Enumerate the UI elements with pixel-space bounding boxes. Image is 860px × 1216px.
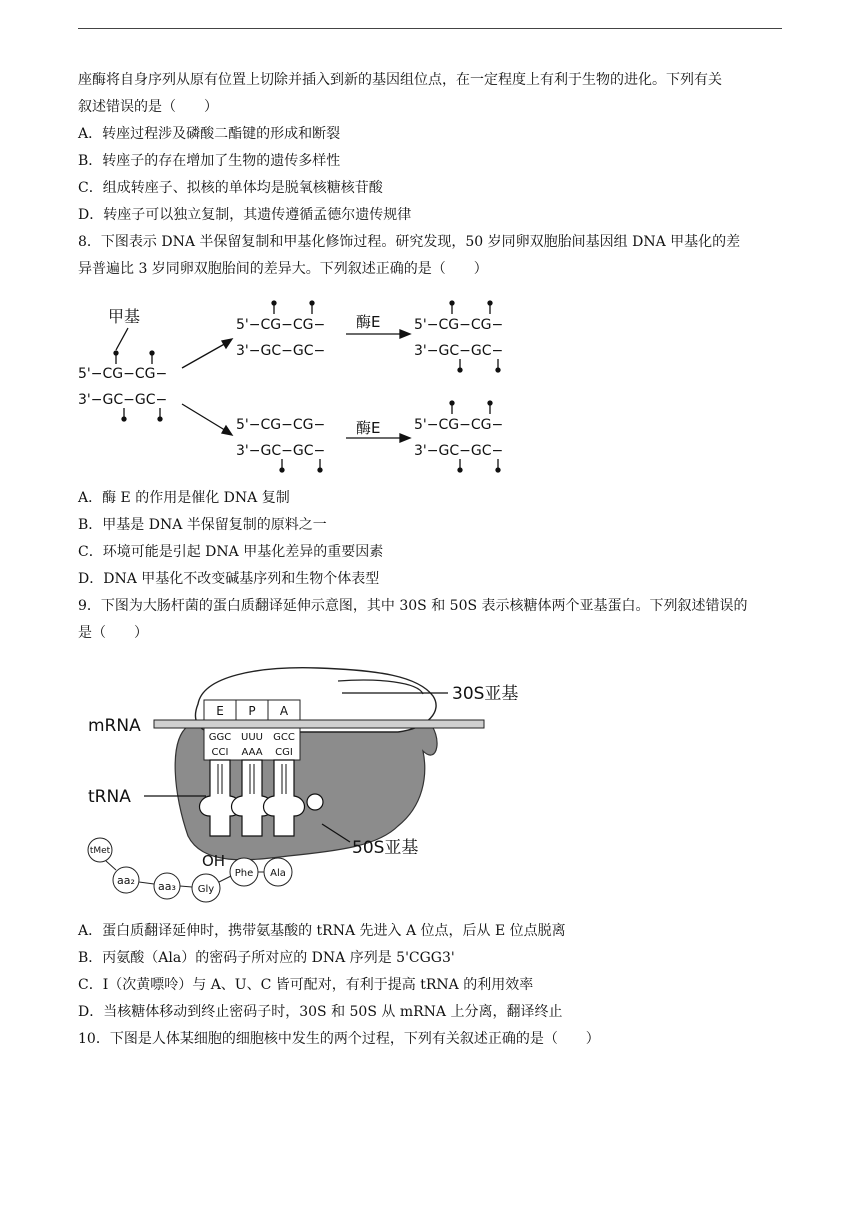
anticodon-1: CCI	[211, 747, 229, 758]
aa-ala: Ala	[270, 868, 286, 879]
upper-right-bottom-strand: 3'−GC−GC−	[414, 343, 504, 359]
dna-methylation-figure	[78, 292, 538, 482]
mrna-strand	[154, 720, 484, 728]
q7-option-b[interactable]: B．转座子的存在增加了生物的遗传多样性	[78, 153, 341, 169]
anticodon-3: CGI	[275, 747, 293, 758]
q9-option-d[interactable]: D．当核糖体移动到终止密码子时，30S 和 50S 从 mRNA 上分离，翻译终止	[78, 1004, 563, 1020]
label-30s: 30S亚基	[452, 684, 519, 704]
label-50s: 50S亚基	[352, 838, 419, 858]
q7-option-a[interactable]: A．转座过程涉及磷酸二酯键的形成和断裂	[78, 126, 341, 142]
lower-right-top-strand: 5'−CG−CG−	[414, 417, 504, 433]
q7-stem-line-1: 座酶将自身序列从原有位置上切除并插入到新的基因组位点，在一定程度上有利于生物的进化。下列有关	[78, 72, 722, 88]
lower-mid-top-strand: 5'−CG−CG−	[236, 417, 326, 433]
q9-option-c[interactable]: C．I（次黄嘌呤）与 A、U、C 皆可配对，有利于提高 tRNA 的利用效率	[78, 977, 534, 993]
codon-2: UUU	[241, 732, 263, 743]
label-trna: tRNA	[88, 787, 131, 807]
q7-option-c[interactable]: C．组成转座子、拟核的单体均是脱氧核糖核苷酸	[78, 180, 383, 196]
q9-option-a[interactable]: A．蛋白质翻译延伸时，携带氨基酸的 tRNA 先进入 A 位点，后从 E 位点脱离	[78, 923, 566, 939]
enzyme-label-upper: 酶E	[356, 313, 381, 331]
aa-tmet: tMet	[89, 846, 111, 856]
methyl-label: 甲基	[108, 307, 141, 326]
aa-3: aa₃	[158, 880, 176, 893]
q8-option-c[interactable]: C．环境可能是引起 DNA 甲基化差异的重要因素	[78, 544, 384, 560]
q9-stem-line-1: 9．下图为大肠杆菌的蛋白质翻译延伸示意图，其中 30S 和 50S 表示核糖体两个亚基蛋白。下列叙述错误的	[78, 598, 748, 614]
label-mrna: mRNA	[88, 716, 141, 736]
arrow-up-branch	[182, 342, 228, 368]
aa-gly: Gly	[197, 884, 215, 895]
upper-mid-top-strand: 5'−CG−CG−	[236, 317, 326, 333]
upper-mid-bottom-strand: 3'−GC−GC−	[236, 343, 326, 359]
q7-option-d[interactable]: D．转座子可以独立复制，其遗传遵循孟德尔遗传规律	[78, 207, 412, 223]
aa-2: aa₂	[117, 874, 135, 887]
enzyme-label-lower: 酶E	[356, 419, 381, 437]
codon-3: GCC	[273, 732, 295, 743]
q8-option-b[interactable]: B．甲基是 DNA 半保留复制的原料之一	[78, 517, 327, 533]
q9-option-b[interactable]: B．丙氨酸（Ala）的密码子所对应的 DNA 序列是 5'CGG3'	[78, 950, 455, 966]
arrow-down-branch	[182, 404, 228, 432]
q9-stem-line-2: 是（ ）	[78, 625, 148, 641]
aa-phe: Phe	[234, 868, 254, 879]
methyl-pointer-line	[116, 328, 128, 350]
q10-stem-line-1: 10．下图是人体某细胞的细胞核中发生的两个过程，下列有关叙述正确的是（ ）	[78, 1031, 600, 1047]
upper-right-top-strand: 5'−CG−CG−	[414, 317, 504, 333]
orig-bottom-strand: 3'−GC−GC−	[78, 392, 168, 408]
site-p: P	[248, 704, 256, 718]
q8-stem-line-1: 8．下图表示 DNA 半保留复制和甲基化修饰过程。研究发现，50 岁同卵双胞胎间基因组 DNA 甲基化的差	[78, 234, 741, 250]
q8-option-a[interactable]: A．酶 E 的作用是催化 DNA 复制	[78, 490, 290, 506]
header-rule	[78, 28, 782, 29]
anticodon-2: AAA	[241, 747, 263, 758]
q7-stem-line-2: 叙述错误的是（ ）	[78, 99, 218, 115]
q8-option-d[interactable]: D．DNA 甲基化不改变碱基序列和生物个体表型	[78, 571, 380, 587]
ribosome-translation-figure	[78, 656, 558, 908]
q8-stem-line-2: 异普遍比 3 岁同卵双胞胎间的差异大。下列叙述正确的是（ ）	[78, 261, 488, 277]
orig-top-strand: 5'−CG−CG−	[78, 366, 168, 382]
site-a: A	[279, 704, 289, 718]
label-oh: OH	[202, 852, 226, 870]
lower-mid-bottom-strand: 3'−GC−GC−	[236, 443, 326, 459]
codon-1: GGC	[208, 732, 232, 743]
site-e: E	[216, 704, 224, 718]
lower-right-bottom-strand: 3'−GC−GC−	[414, 443, 504, 459]
